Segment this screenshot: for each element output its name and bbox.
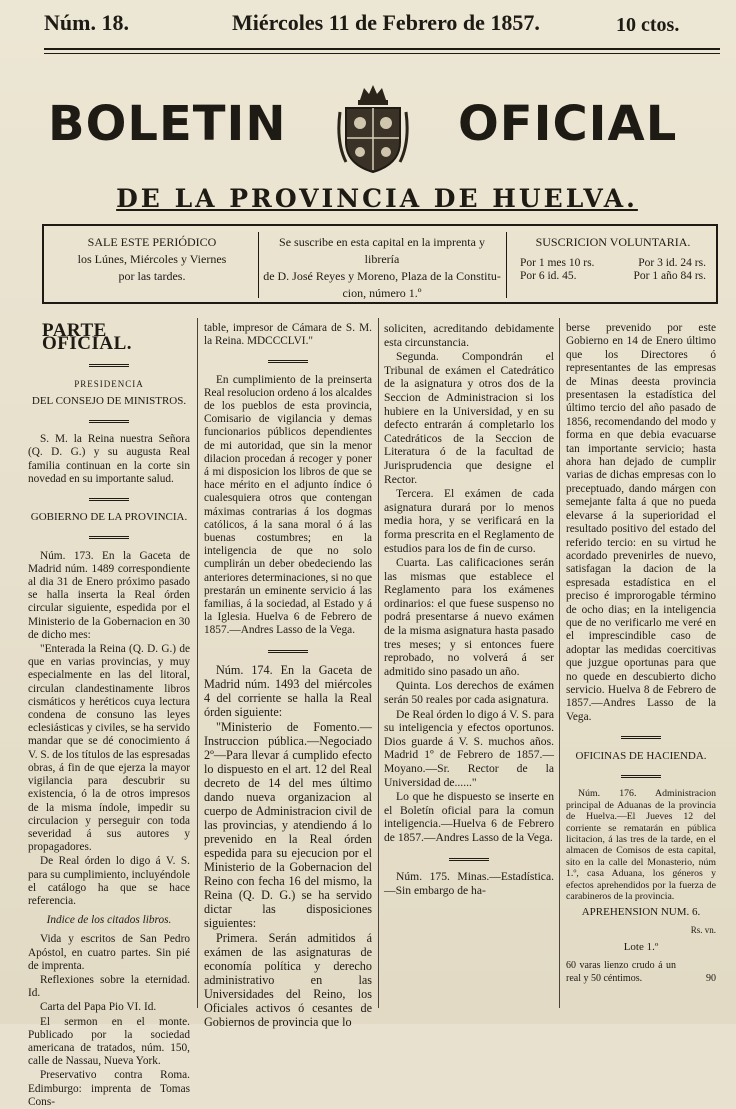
paragraph: Tercera. El exámen de cada asignatura durará por lo menos media hora, y se verificará en la forma prescrita en el Reglamento de estudios para los de fin de curso. xyxy=(384,487,554,555)
column-1 xyxy=(28,320,191,1108)
paragraph: "Enterada la Reina (Q. D. G.) de que en varias provincias, y muy especialmente en las del litoral, circulan clandestinamente libros cismáticos y heréticos cuya lectura condena de consuno las leyes eclesiásticas y civiles, se ha servido mandar que se dé conocimiento á V. S. de los títulos de las espresadas obras, á fin de que ejerza la mayor vigilancia para descubrir su existencia, ó la de otros impresos de la misma índole, impedir su circulacion y perseguir con toda severidad á sus autores y propagadores. xyxy=(28,643,191,854)
issue-price: 10 ctos. xyxy=(616,14,680,36)
paragraph: Segunda. Compondrán el Tribunal de exámen el Catedrático de la asignatura y otros dos de la Seccion de Administracion si los hubiere en la Universidad, y en su defecto entrarán á completarlo los Catedráticos de la Seccion de Literatura ó de la facultad de Jurisprudencia que designe el Rector. xyxy=(384,350,554,486)
column-rule-2 xyxy=(378,318,379,1008)
masthead-top-line xyxy=(40,10,700,40)
paragraph: Primera. Serán admitidos á exámen de las asignaturas de economía política y derecho administrativo en las Universidades del Reino, los Oficiales activos ó cesantes de Gobiernos de provincia que lo xyxy=(204,930,372,1029)
column-4 xyxy=(566,322,716,1012)
schedule-title: SALE ESTE PERIÓDICO xyxy=(87,235,217,249)
heading-gobierno: GOBIERNO DE LA PROVINCIA. xyxy=(30,511,188,524)
column-rule-3 xyxy=(559,318,560,1008)
rate-6-months: Por 6 id. 45. xyxy=(520,270,577,282)
ornament-divider xyxy=(384,851,554,865)
ornament-divider xyxy=(204,644,372,657)
rate-row-1 xyxy=(520,257,706,270)
heading-oficinas-hacienda: OFICINAS DE HACIENDA. xyxy=(575,749,707,762)
info-divider-1 xyxy=(258,232,259,298)
lot-value: 90 xyxy=(706,973,716,985)
subscription-info xyxy=(262,234,502,302)
subtitle-province: DE LA PROVINCIA DE HUELVA. xyxy=(116,184,638,213)
royal-crest-icon xyxy=(338,82,408,178)
paragraph: Carta del Papa Pio VI. Id. xyxy=(40,1001,157,1014)
paragraph: De Real órden lo digo á V. S. para su cumplimiento, incluyéndole el catálogo ha que se hace referencia. xyxy=(28,855,190,907)
column-2 xyxy=(204,322,372,1029)
rate-3-months: Por 3 id. 24 rs. xyxy=(638,257,706,269)
issue-date: Miércoles 11 de Febrero de 1857. xyxy=(232,10,540,35)
paragraph: En cumplimiento de la preinserta Real resolucion ordeno á los alcaldes de los pueblos de esta provincia, Comisario de vigilancia y demas funcionarios públicos dependientes de mi autoridad, que sin la menor dilacion procedan á recoger y poner á mi disposicion los libros de que se hace mérito en el adjunto índice ó cualesquiera otros que contengan máximas contrarias á los dogmas católicos, á la sana moral ó á las buenas costumbres; en la inteligencia de que no solo cumplirán un deber obedeciendo las anteriores determinaciones, si no que prestarán un eminente servicio á las familias, á la sociedad, al Estado y á la Iglesia. Huelva 6 de Febrero de 1857.—Andres Lasso de la Vega. xyxy=(204,373,372,637)
heading-indice: Indice de los citados libros. xyxy=(46,914,172,927)
top-rule-thin xyxy=(44,53,720,54)
paragraph: El sermon en el monte. Publicado por la sociedad americana de tratados, núm. 150, calle de Nassau, Nueva York. xyxy=(28,1015,190,1068)
lot-label: Lote 1.º xyxy=(623,941,659,954)
paragraph: Reflexiones sobre la eternidad. Id. xyxy=(28,973,190,1000)
top-rule xyxy=(44,48,720,50)
title-oficial: OFICIAL xyxy=(458,96,678,152)
heading-aprehension: APREHENSION NUM. 6. xyxy=(581,906,701,919)
section-title-parte-oficial: PARTE OFICIAL. xyxy=(42,320,133,355)
rate-1-month: Por 1 mes 10 rs. xyxy=(520,257,595,269)
paragraph: berse prevenido por este Gobierno en 14 de Enero último que los Directores ó representantes de las empresas de Minas deesta provincia presentasen la estadística del último tercio del año pasado de 1856, recomendando del modo y forma en que debia evacuarse tan importante servicio; hasta ahora han dejado de cumplir varias de dichas empresas con lo preceptuado, dando márgen con semejante falta á que no pueda elevarse á la superioridad el resultado positivo del estado del referido tercio: en su virtud he acordado prevenirles de nuevo, satisfagan la dacion de la espresada estadística en el preciso é improrogable término de ocho dias; en la inteligencia que de no verificarlo me veré en el imprescindible caso de adoptar las medidas coercitivas que juzgue oportunas para que no quede en descubierto dicho servicio. Huelva 8 de Febrero de 1857.—Andres Lasso de la Vega. xyxy=(566,322,716,723)
subscription-line-3: cion, número 1.º xyxy=(342,286,422,300)
title-boletin: BOLETIN xyxy=(48,96,287,152)
ornament-divider xyxy=(566,769,716,782)
lot-row xyxy=(566,959,716,986)
paragraph: Preservativo contra Roma. Edimburgo: imprenta de Tomas Cons- xyxy=(28,1069,190,1108)
heading-consejo: DEL CONSEJO DE MINISTROS. xyxy=(31,394,187,407)
paragraph: table, impresor de Cámara de S. M. la Reina. MDCCCLVI." xyxy=(204,322,372,348)
heading-presidencia: PRESIDENCIA xyxy=(74,378,144,389)
voluntary-subscription xyxy=(520,234,706,283)
paragraph: Quinta. Los derechos de exámen serán 50 reales por cada asignatura. xyxy=(384,679,554,707)
ornament-divider xyxy=(566,730,716,743)
paragraph: "Ministerio de Fomento.—Instruccion pública.—Negociado 2º—Para llevar á cumplido efecto lo dispuesto en el art. 12 del Real decreto de 14 del mes último dando nueva organizacion al cuerpo de Administracion civil de las provincias, y atendiendo á lo prevenido en la Real órden espedida para su ejecucion por el Ministerio de la Gobernacion del Reino con fecha 16 del mismo, la Reina (Q. D. G.) se ha servido dictar las disposiciones siguientes: xyxy=(204,719,372,930)
paragraph: S. M. la Reina nuestra Señora (Q. D. G.) y su augusta Real familia continuan en la corte sin novedad en su importante salud. xyxy=(28,433,190,485)
rate-1-year: Por 1 año 84 rs. xyxy=(633,270,706,282)
voluntary-title: SUSCRICION VOLUNTARIA. xyxy=(535,235,691,249)
ornament-divider xyxy=(28,358,190,371)
paragraph: Vida y escritos de San Pedro Apóstol, en cuatro partes. Sin pié de imprenta. xyxy=(28,933,190,972)
paragraph: Cuarta. Las calificaciones serán las mismas que establece el Reglamento para los exámenes ordinarios: el que fuese suspenso no podrá presentarse á nuevo exámen de la misma asignatura hasta pasado tres meses; y si entonces fuere reprobado, no volverá á ser admitido sino pasado un año. xyxy=(384,556,554,678)
paragraph: Núm. 175. Minas.—Estadística.—Sin embargo de ha- xyxy=(384,870,554,897)
info-divider-2 xyxy=(506,232,507,298)
paragraph: Núm. 173. En la Gaceta de Madrid núm. 1489 correspondiente al dia 31 de Enero próximo pasado se halla inserta la Real órden circular siguiente, espedida por el Ministerio de la Gobernacion en 30 de dicho mes: xyxy=(28,549,190,641)
paragraph: soliciten, acreditando debidamente esta circunstancia. xyxy=(384,322,554,349)
rate-row-2 xyxy=(520,270,706,283)
paragraph: Núm. 174. En la Gaceta de Madrid núm. 1493 del miércoles 4 del corriente se halla la Real órden siguiente: xyxy=(204,662,372,719)
paragraph: Núm. 176. Administracion principal de Aduanas de la provincia de Huelva.—El Jueves 12 del corriente se rematarán en pública licitacion, á las tres de la tarde, en el almacen de Comisos de esta capital, sito en la calle del Monasterio, núm 1.º, casa Aduana, los géneros y efectos aprehendidos por la fuerza de carabineros de la provincia. xyxy=(566,788,716,903)
ornament-divider xyxy=(28,492,190,505)
publication-schedule xyxy=(52,234,252,285)
column-rule-1 xyxy=(197,318,198,1008)
ornament-divider xyxy=(28,414,190,427)
subscription-line-1: Se suscribe en esta capital en la imprenta y librería xyxy=(279,235,485,266)
ornament-divider xyxy=(28,530,190,543)
paragraph: De Real órden lo digo á V. S. para su inteligencia y efectos oportunos. Dios guarde á V. S. muchos años. Madrid 1º de Febrero de 1857.—Moyano.—Sr. Rector de la Universidad de......" xyxy=(384,707,554,789)
lot-description: 60 varas lienzo crudo á un real y 50 céntimos. xyxy=(566,959,676,985)
info-box xyxy=(42,224,718,304)
column-3 xyxy=(384,322,554,1012)
schedule-time: por las tardes. xyxy=(118,269,186,283)
paragraph: Lo que he dispuesto se inserte en el Boletín oficial para la comun inteligencia.—Huelva 6 de Febrero de 1857.—Andres Lasso de la Vega. xyxy=(384,790,554,844)
issue-number: Núm. 18. xyxy=(44,10,129,35)
ornament-divider xyxy=(204,354,372,367)
currency-label: Rs. vn. xyxy=(690,924,716,935)
schedule-days: los Lúnes, Miércoles y Viernes xyxy=(77,252,227,266)
subscription-line-2: de D. José Reyes y Moreno, Plaza de la Constitu- xyxy=(263,269,501,283)
